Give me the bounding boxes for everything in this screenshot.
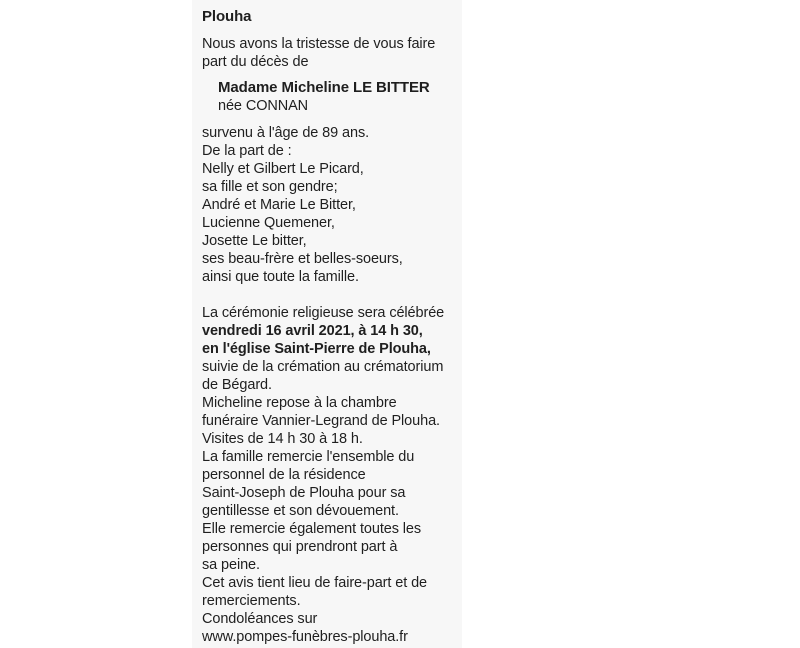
- detail-line: La famille remercie l'ensemble du: [202, 449, 415, 465]
- family-line: Nelly et Gilbert Le Picard,: [202, 161, 364, 177]
- family-line: André et Marie Le Bitter,: [202, 197, 356, 213]
- family-line: De la part de :: [202, 143, 292, 159]
- detail-line: suivie de la crémation au crématorium: [202, 359, 444, 375]
- family-line: Lucienne Quemener,: [202, 215, 335, 231]
- family-line: sa fille et son gendre;: [202, 179, 338, 195]
- detail-line: funéraire Vannier-Legrand de Plouha.: [202, 413, 440, 429]
- detail-line: Micheline repose à la chambre: [202, 395, 397, 411]
- family-line: survenu à l'âge de 89 ans.: [202, 125, 370, 141]
- obituary-notice: [202, 8, 472, 646]
- family-list: [202, 124, 472, 286]
- detail-line: Visites de 14 h 30 à 18 h.: [202, 431, 363, 447]
- condolences-url[interactable]: www.pompes-funèbres-plouha.fr: [202, 629, 408, 645]
- maiden-name: née CONNAN: [218, 98, 309, 114]
- detail-line: Saint-Joseph de Plouha pour sa: [202, 485, 406, 501]
- detail-line: Condoléances sur: [202, 611, 318, 627]
- ceremony-place: en l'église Saint-Pierre de Plouha,: [202, 341, 431, 357]
- deceased-name: Madame Micheline LE BITTER: [218, 79, 430, 96]
- detail-line: Cet avis tient lieu de faire-part et de: [202, 575, 427, 591]
- intro-line: part du décès de: [202, 54, 309, 70]
- paragraph-gap: [202, 286, 472, 304]
- detail-line: gentillesse et son dévouement.: [202, 503, 399, 519]
- notice-city: Plouha: [202, 8, 252, 25]
- detail-line: personnel de la résidence: [202, 467, 366, 483]
- detail-line: sa peine.: [202, 557, 260, 573]
- ceremony-section: [202, 304, 472, 646]
- ceremony-intro: La cérémonie religieuse sera célébrée: [202, 305, 445, 321]
- family-line: ainsi que toute la famille.: [202, 269, 359, 285]
- family-line: Josette Le bitter,: [202, 233, 307, 249]
- detail-line: remerciements.: [202, 593, 301, 609]
- detail-line: de Bégard.: [202, 377, 272, 393]
- detail-line: personnes qui prendront part à: [202, 539, 398, 555]
- intro-line: Nous avons la tristesse de vous faire: [202, 36, 436, 52]
- family-line: ses beau-frère et belles-soeurs,: [202, 251, 403, 267]
- ceremony-date: vendredi 16 avril 2021, à 14 h 30,: [202, 323, 423, 339]
- deceased-block: [218, 79, 472, 115]
- detail-line: Elle remercie également toutes les: [202, 521, 422, 537]
